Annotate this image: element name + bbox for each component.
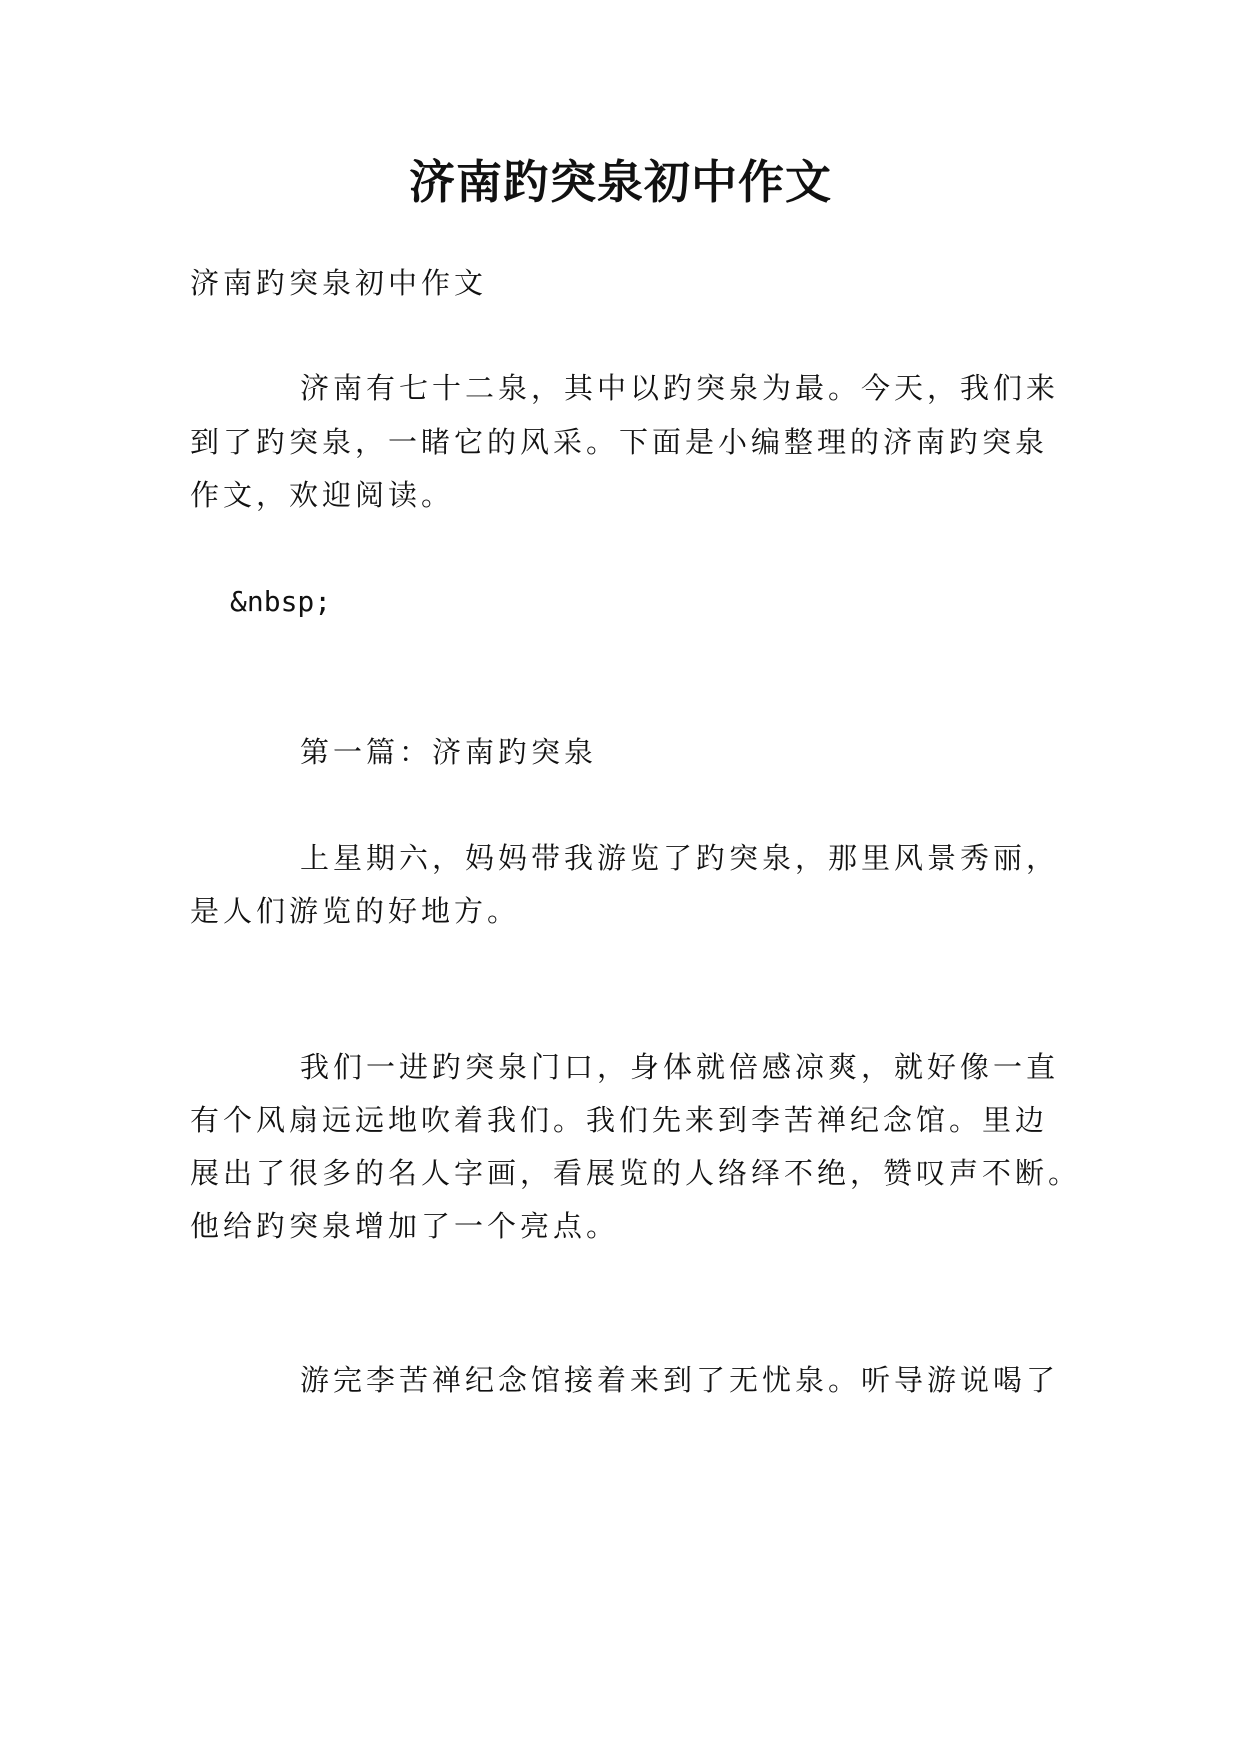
document-subtitle: 济南趵突泉初中作文	[190, 266, 488, 300]
section-heading: 第一篇：济南趵突泉	[300, 735, 598, 769]
para2-line-4: 他给趵突泉增加了一个亮点。	[190, 1209, 620, 1243]
nbsp-text: &nbsp;	[230, 585, 332, 618]
document-title: 济南趵突泉初中作文	[409, 155, 832, 209]
para2-line-2: 有个风扇远远地吹着我们。我们先来到李苦禅纪念馆。里边	[190, 1103, 1049, 1137]
para2-line-3: 展出了很多的名人字画，看展览的人络绎不绝，赞叹声不断。	[190, 1156, 1082, 1190]
para1-line-1: 上星期六，妈妈带我游览了趵突泉，那里风景秀丽，	[300, 841, 1060, 875]
intro-line-2: 到了趵突泉，一睹它的风采。下面是小编整理的济南趵突泉	[190, 425, 1049, 459]
intro-line-3: 作文，欢迎阅读。	[190, 478, 455, 512]
para1-line-2: 是人们游览的好地方。	[190, 894, 521, 928]
para3-line-1: 游完李苦禅纪念馆接着来到了无忧泉。听导游说喝了	[300, 1363, 1060, 1397]
para2-line-1: 我们一进趵突泉门口，身体就倍感凉爽，就好像一直	[300, 1050, 1060, 1084]
intro-line-1: 济南有七十二泉，其中以趵突泉为最。今天，我们来	[300, 371, 1060, 405]
